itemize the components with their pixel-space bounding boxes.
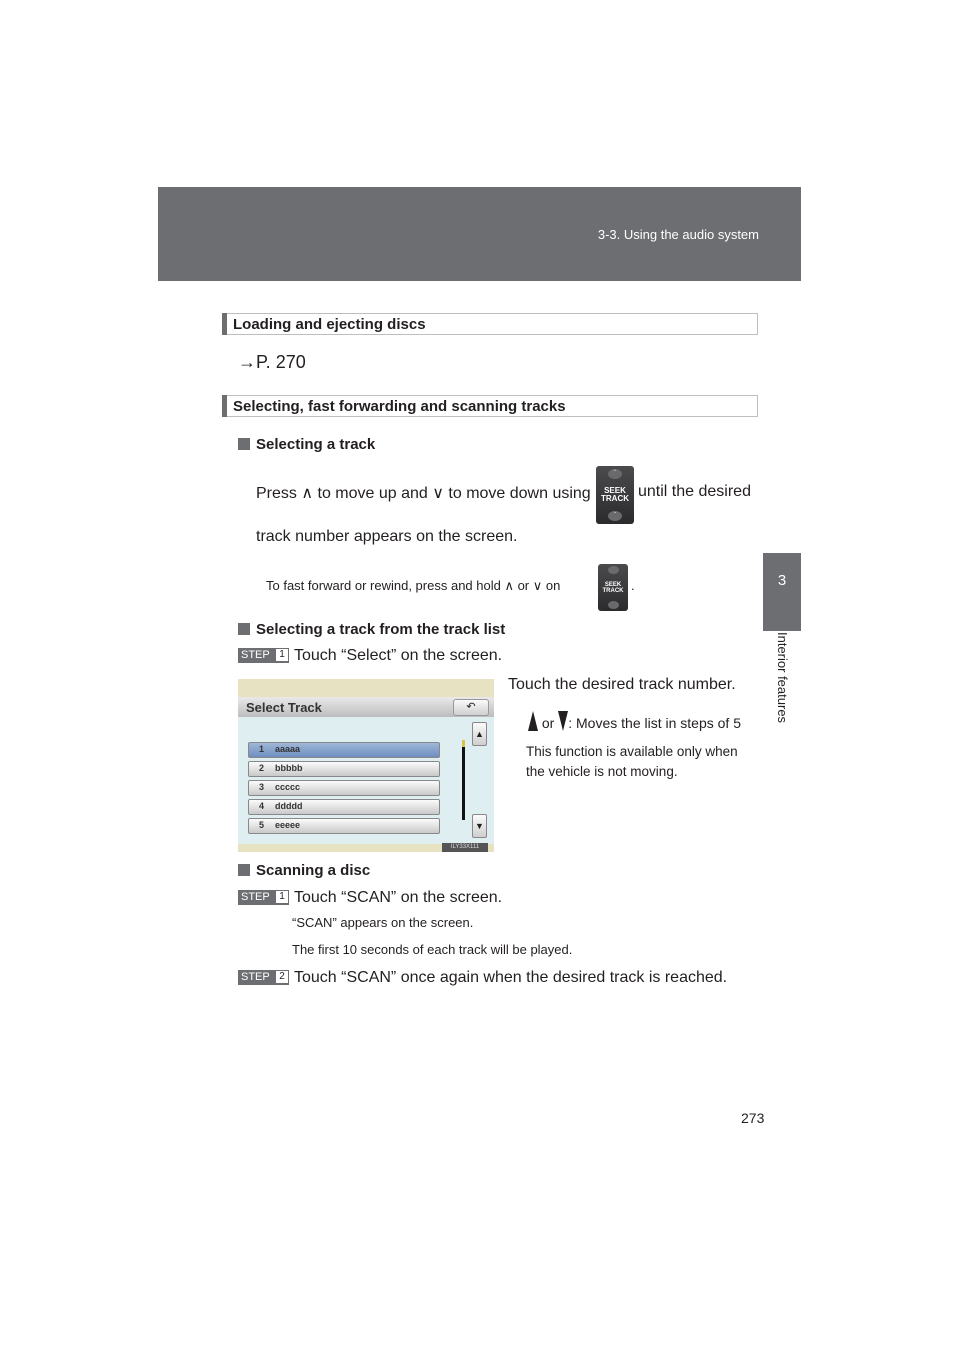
note-fast-forward: To fast forward or rewind, press and hold ∧ or ∨ on xyxy=(266,578,561,593)
seek-up-icon: ˆ xyxy=(608,469,622,479)
scrollbar-thumb[interactable] xyxy=(462,740,465,747)
subheading-scanning: Scanning a disc xyxy=(238,862,370,879)
seek-track-button-icon xyxy=(596,466,634,524)
track-list xyxy=(238,717,494,844)
page-number: 273 xyxy=(741,1110,765,1126)
scan-step-1-text: Touch “SCAN” on the screen. xyxy=(294,889,503,906)
seek-track-button-small-icon xyxy=(598,564,628,611)
square-bullet-icon xyxy=(238,864,250,876)
subheading-selecting-track: Selecting a track xyxy=(238,436,375,453)
seek-down-icon: ˇ xyxy=(608,511,622,521)
note-line-2: the vehicle is not moving. xyxy=(526,764,678,779)
chapter-header xyxy=(158,187,801,281)
seek-up-icon xyxy=(608,566,619,574)
scan-step-2-text: Touch “SCAN” once again when the desired track is reached. xyxy=(294,969,728,986)
track-row-5[interactable]: 5 eeeee xyxy=(248,818,440,834)
square-bullet-icon xyxy=(238,623,250,635)
instruction-line-1b: until the desired xyxy=(638,483,751,500)
track-row-2[interactable]: 2 bbbbb xyxy=(248,761,440,777)
scrollbar-track xyxy=(462,740,465,820)
list-up-button[interactable]: ▲ xyxy=(472,722,487,746)
section-heading-text: Loading and ejecting discs xyxy=(233,316,426,333)
track-label: TRACK xyxy=(601,494,629,503)
seek-label: SEEK xyxy=(604,486,626,495)
arrow-explanation: or : Moves the list in steps of 5 xyxy=(528,711,741,731)
section-title: 3-3. Using the audio system xyxy=(597,227,759,242)
back-button[interactable]: ↶ xyxy=(453,699,489,716)
up-arrow-icon xyxy=(528,711,538,731)
chapter-tab-label: Interior features xyxy=(775,632,790,724)
instruction-line-2: track number appears on the screen. xyxy=(256,528,518,545)
down-arrow-icon xyxy=(558,711,568,731)
scan-note-1: “SCAN” appears on the screen. xyxy=(292,915,474,930)
section-heading-text: Selecting, fast forwarding and scanning tracks xyxy=(233,398,566,415)
note-end: . xyxy=(631,578,635,593)
instruction-line-1a: Press ∧ to move up and ∨ to move down using xyxy=(256,485,591,502)
scan-step-1-badge: STEP 1 xyxy=(238,890,289,905)
track-label: TRACK xyxy=(602,588,624,594)
track-row-3[interactable]: 3 ccccc xyxy=(248,780,440,796)
subheading-track-list: Selecting a track from the track list xyxy=(238,621,505,638)
step-1-text: Touch “Select” on the screen. xyxy=(294,647,503,664)
chapter-tab-number: 3 xyxy=(763,553,801,631)
page-reference: →P. 270 xyxy=(238,352,306,372)
track-row-1[interactable]: 1 aaaaa xyxy=(248,742,440,758)
note-line-1: This function is available only when xyxy=(526,744,738,759)
step-2-text: Touch the desired track number. xyxy=(508,676,736,693)
scan-note-2: The first 10 seconds of each track will be played. xyxy=(292,942,573,957)
image-code: ILY33X111 xyxy=(442,843,488,852)
list-down-button[interactable]: ▼ xyxy=(472,814,487,838)
seek-label: SEEK xyxy=(604,582,622,588)
track-row-4[interactable]: 4 ddddd xyxy=(248,799,440,815)
square-bullet-icon xyxy=(238,438,250,450)
seek-down-icon xyxy=(608,601,619,609)
section-heading-selecting xyxy=(222,395,758,417)
step-1-badge: STEP 1 xyxy=(238,648,289,663)
scan-step-2-badge: STEP 2 xyxy=(238,970,289,985)
section-heading-loading xyxy=(222,313,758,335)
screen-title: Select Track xyxy=(246,700,322,715)
select-track-screen xyxy=(238,679,494,852)
screen-title-bar xyxy=(238,697,494,717)
